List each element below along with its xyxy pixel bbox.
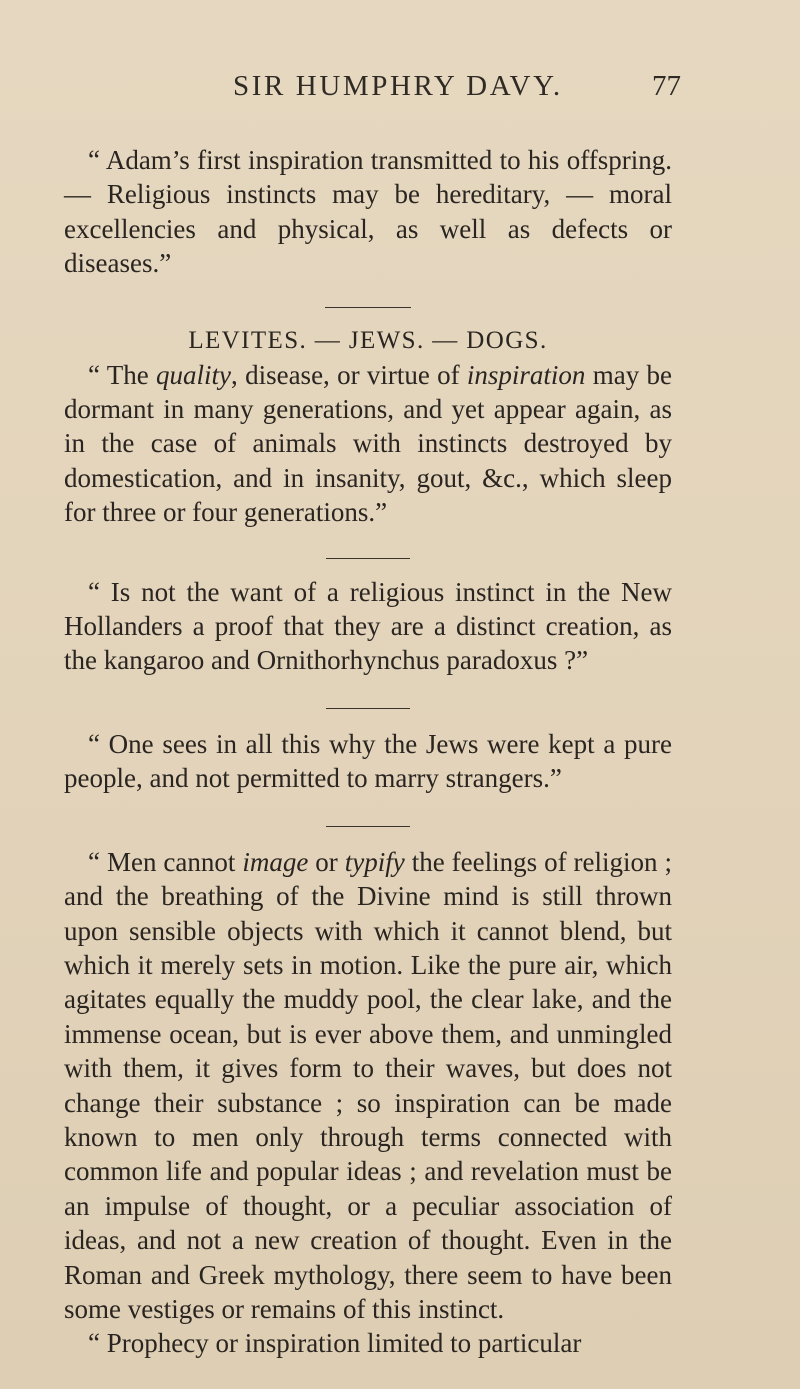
italic-typify: typify	[344, 846, 405, 877]
spacer	[64, 308, 672, 324]
text-run: or	[308, 846, 345, 877]
text-run: may be dormant in many generations, and yet appear again, as in the case of animals with instincts destroyed by domestication, and in insanity, gout, &c., which sleep for three or four generations.”	[64, 359, 672, 528]
paragraph-men-cannot-image	[64, 845, 672, 1327]
section-heading: LEVITES. — JEWS. — DOGS.	[188, 326, 548, 354]
italic-inspiration: inspiration	[466, 359, 586, 390]
text-run: “ Men cannot	[88, 846, 243, 877]
paragraph-new-hollanders: “ Is not the want of a religious instinct in the New Hollanders a proof that they are a distinct creation, as the kangaroo and Ornithorhynchus paradoxus ?”	[64, 576, 672, 676]
paragraph-jews: “ One sees in all this why the Jews were kept a pure people, and not permitted to marry strangers.”	[64, 728, 672, 794]
text-run: , disease, or virtue of	[231, 359, 467, 390]
italic-image: image	[242, 846, 309, 877]
spacer	[64, 827, 672, 845]
paragraph-adam: “ Adam’s first inspiration transmitted to his offspring. — Religious instincts may be hereditary, — moral excellencies and physical, as well as defects or diseases.”	[64, 145, 672, 279]
text-run: “ The	[88, 359, 157, 390]
spacer	[64, 796, 672, 826]
spacer	[64, 281, 672, 307]
paragraph-prophecy: “ Prophecy or inspiration limited to particular	[88, 1328, 582, 1359]
spacer	[64, 709, 672, 727]
paragraph-quality	[64, 358, 672, 530]
page-header	[221, 70, 681, 106]
text-run: the feelings of religion ; and the breathing of the Divine mind is still thrown upon sensible objects with which it cannot blend, but which it merely sets in motion. Like the pure air, which agitates equally the muddy pool, the clear lake, and the immense ocean, but is ever above them, and unmingled with them, it gives form to their waves, but does not change their substance ; so inspiration can be made known to men only through terms connected with common life and popular ideas ; and revelation must be an impulse of thought, or a peculiar association of ideas, and not a new creation of thought. Even in the Roman and Greek mythology, there seem to have been some vestiges or remains of this instinct.	[64, 846, 672, 1324]
spacer	[64, 530, 672, 558]
page-number: 77	[652, 70, 681, 102]
spacer	[64, 559, 672, 575]
body-text	[64, 143, 672, 1361]
running-title: SIR HUMPHRY DAVY.	[233, 70, 563, 102]
spacer	[64, 678, 672, 708]
italic-quality: quality	[156, 359, 232, 390]
